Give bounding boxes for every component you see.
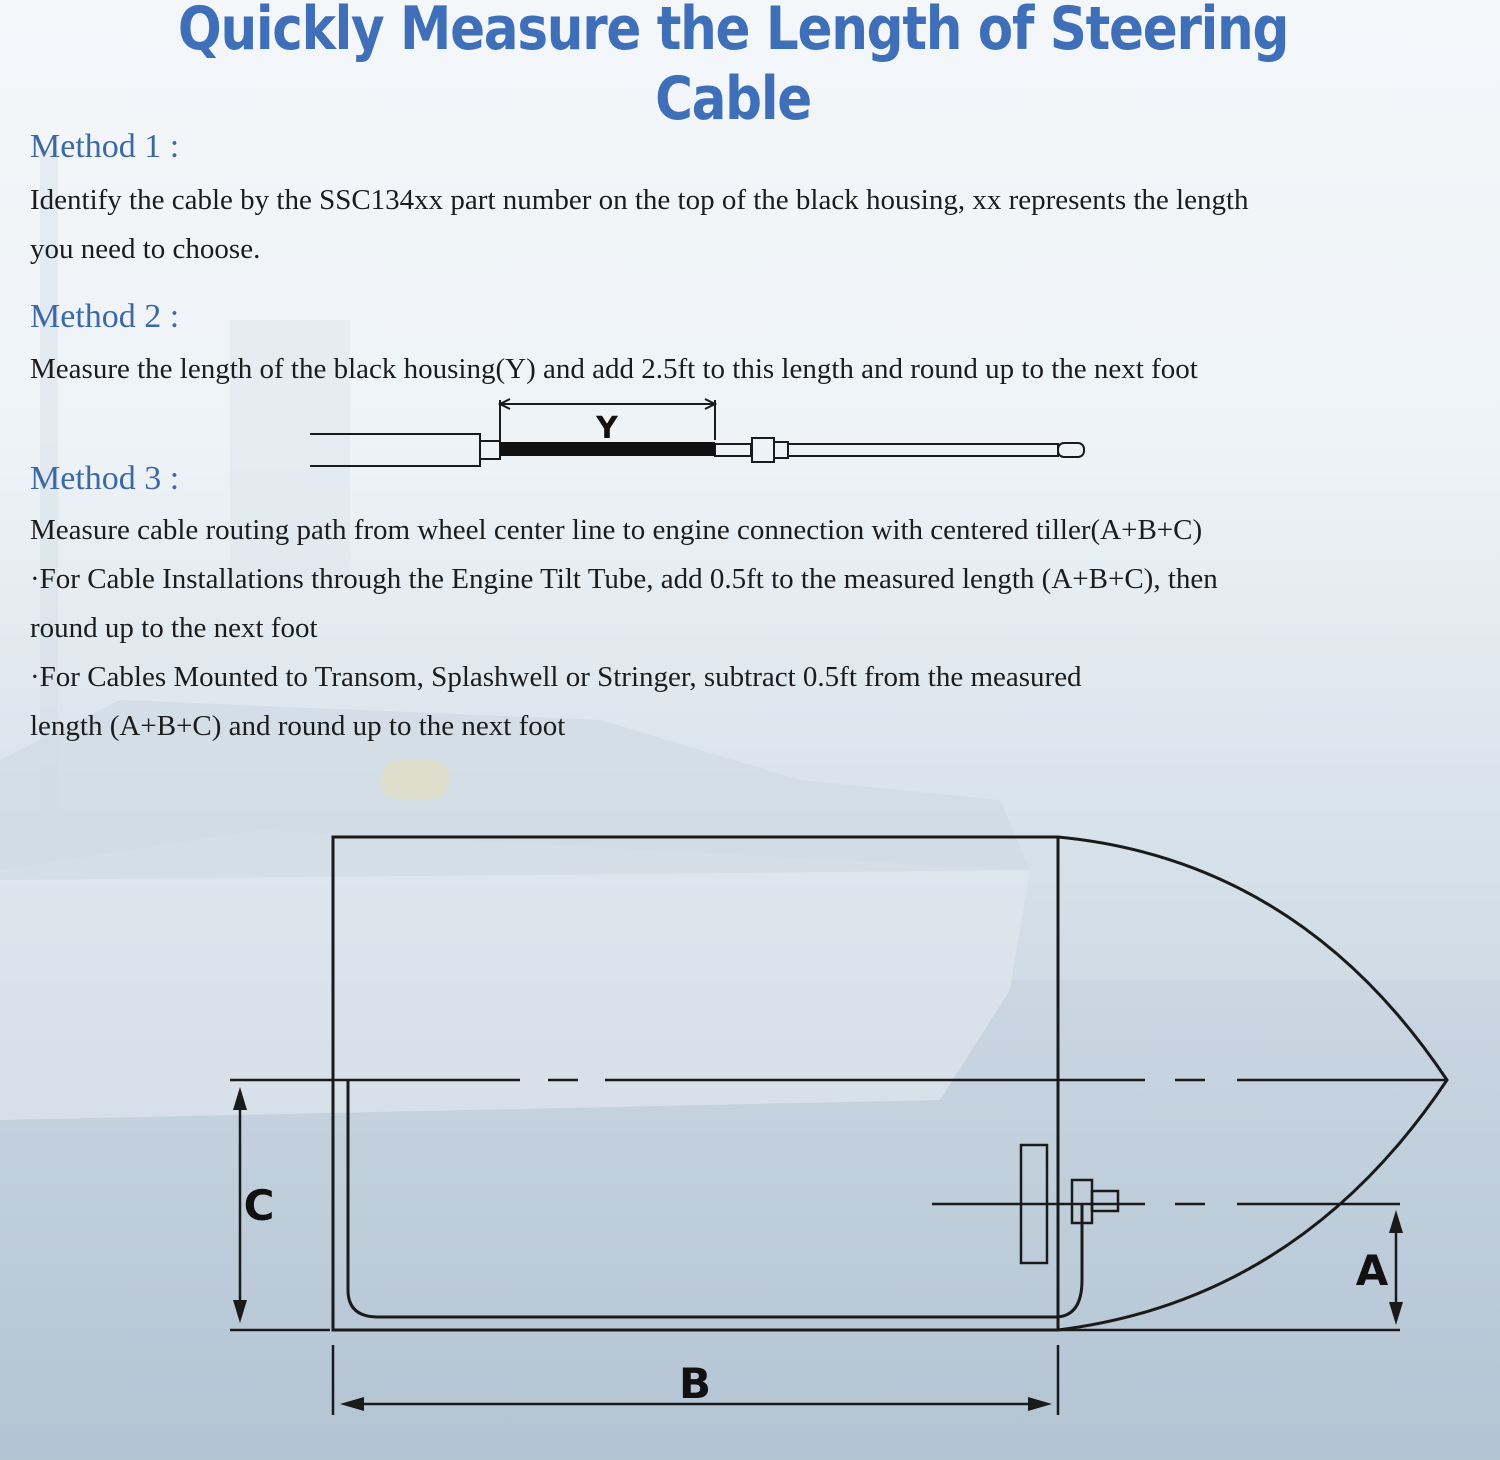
label-c: C [243, 1181, 275, 1230]
method-1-line-2: you need to choose. [30, 233, 261, 265]
method-1-line-1: Identify the cable by the SSC134xx part number on the top of the black housing, xx represents the length [30, 184, 1249, 216]
label-a: A [1355, 1246, 1389, 1295]
cable-path [348, 1080, 1082, 1317]
method-3-line-5: length (A+B+C) and round up to the next foot [30, 710, 566, 742]
method-2-heading: Method 2 : [30, 298, 180, 335]
hull-outline [333, 837, 1447, 1330]
label-b: B [678, 1359, 712, 1408]
method-3-line-1: Measure cable routing path from wheel center line to engine connection with centered tiller(A+B+C) [30, 514, 1203, 546]
boat-diagram [0, 800, 1500, 1450]
cable-diagram [0, 0, 1500, 480]
label-y: Y [596, 411, 618, 446]
method-1-heading: Method 1 : [30, 128, 180, 165]
method-3-line-3: round up to the next foot [30, 612, 318, 644]
method-3-heading: Method 3 : [30, 460, 180, 497]
method-3-text [30, 506, 1430, 751]
page-title: Quickly Measure the Length of Steering Cable [177, 0, 1289, 134]
method-3-line-4: ·For Cables Mounted to Transom, Splashwell or Stringer, subtract 0.5ft from the measured [30, 661, 1082, 693]
method-3-line-2: ·For Cable Installations through the Engine Tilt Tube, add 0.5ft to the measured length (A+B+C), then [30, 563, 1218, 595]
method-2-line-1: Measure the length of the black housing(Y) and add 2.5ft to this length and round up to the next foot [30, 353, 1198, 385]
